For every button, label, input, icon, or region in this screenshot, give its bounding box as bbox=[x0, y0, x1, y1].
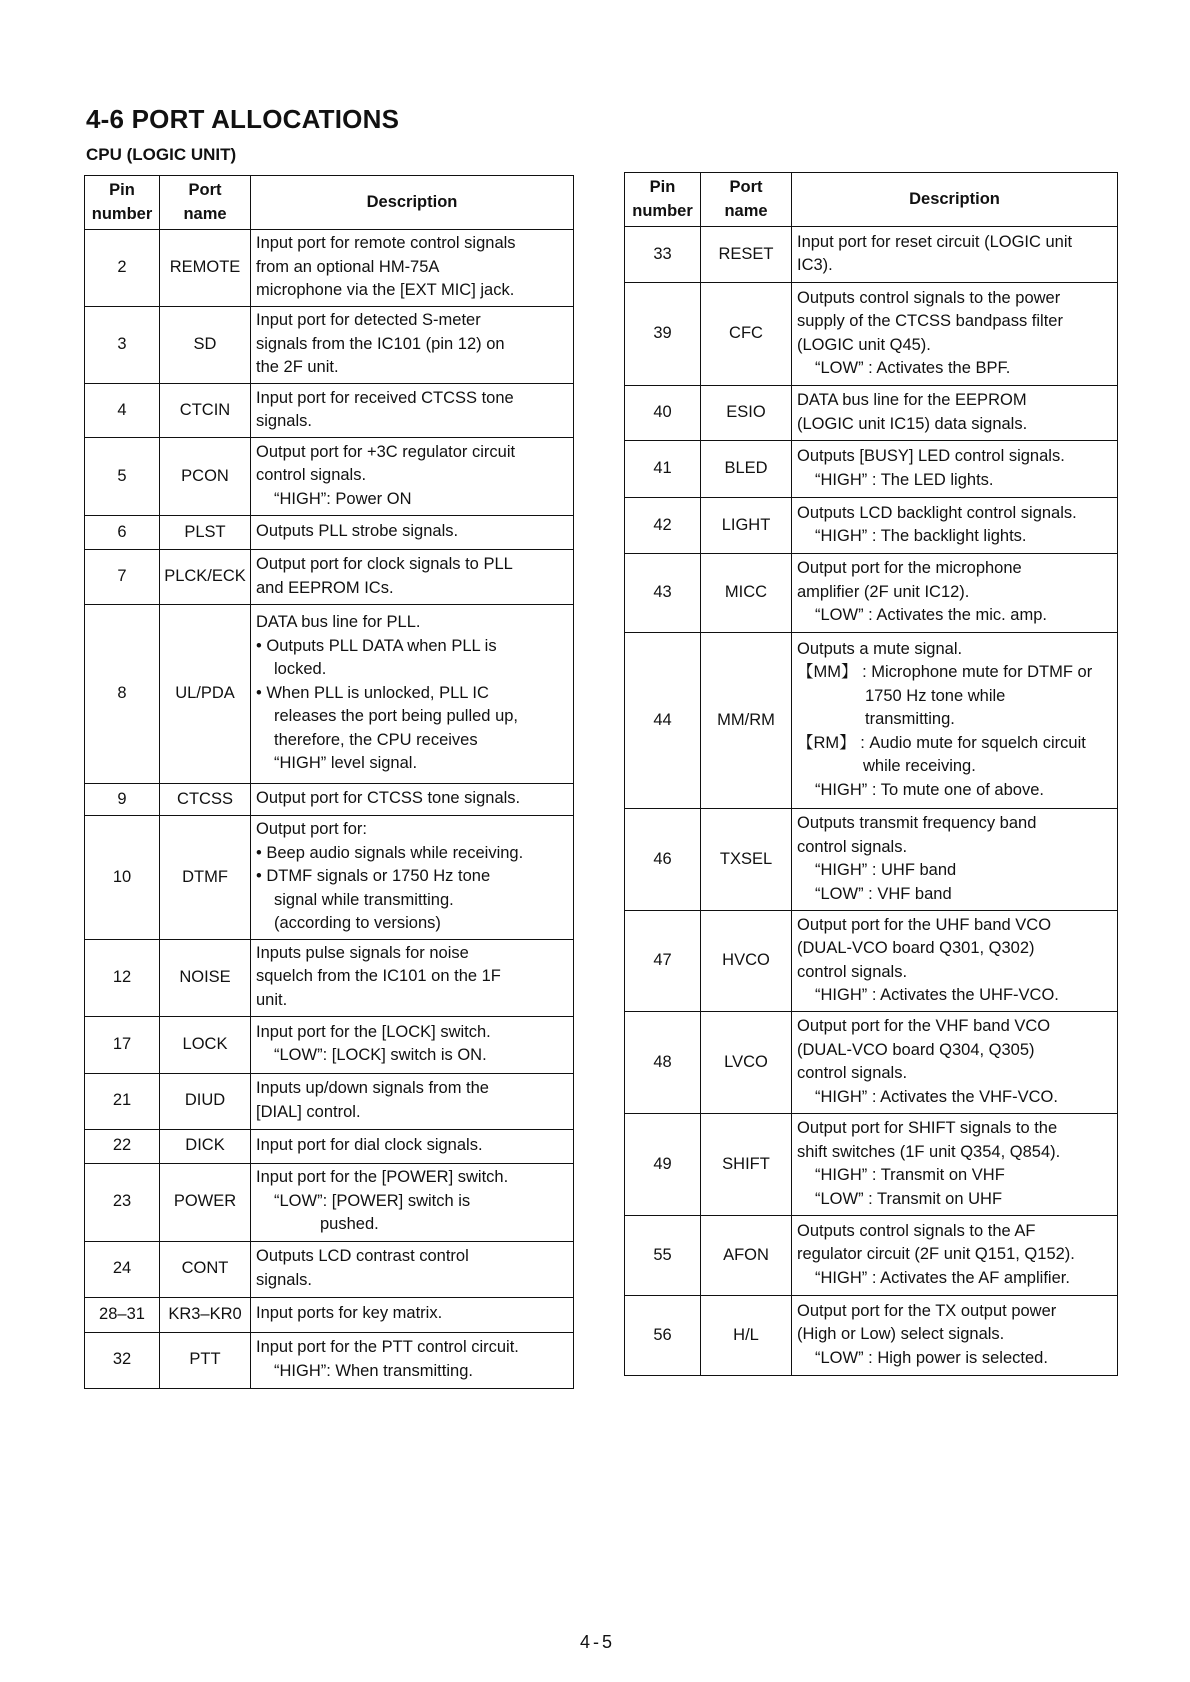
port-name: UL/PDA bbox=[160, 605, 251, 784]
port-name: DICK bbox=[160, 1129, 251, 1163]
pin-number: 3 bbox=[85, 307, 160, 384]
pin-number: 42 bbox=[625, 498, 701, 554]
table-row bbox=[625, 1296, 1118, 1376]
table-row bbox=[85, 1241, 574, 1297]
section-subtitle: CPU (LOGIC UNIT) bbox=[86, 145, 237, 164]
pin-number: 43 bbox=[625, 554, 701, 633]
table-row bbox=[625, 554, 1118, 633]
table-row bbox=[85, 1073, 574, 1129]
port-description: Input port for detected S-meter signals from the IC101 (pin 12) on the 2F unit. bbox=[251, 307, 574, 384]
port-description: Output port for SHIFT signals to the shift switches (1F unit Q354, Q854). “HIGH” : Transmit on VHF “LOW” : Transmit on UHF bbox=[792, 1114, 1118, 1216]
port-description: Output port for +3C regulator circuit control signals. “HIGH”: Power ON bbox=[251, 438, 574, 516]
port-name: CTCSS bbox=[160, 784, 251, 816]
port-description: Output port for CTCSS tone signals. bbox=[251, 784, 574, 816]
port-name: CTCIN bbox=[160, 384, 251, 438]
pin-number: 12 bbox=[85, 939, 160, 1016]
pin-number: 55 bbox=[625, 1216, 701, 1296]
port-description: Input port for received CTCSS tone signals. bbox=[251, 384, 574, 438]
header-description: Description bbox=[792, 173, 1118, 227]
header-port-name: Port name bbox=[160, 176, 251, 230]
pin-number: 41 bbox=[625, 441, 701, 498]
table-row bbox=[85, 1129, 574, 1163]
table-row bbox=[85, 784, 574, 816]
port-name: DTMF bbox=[160, 816, 251, 940]
table-row bbox=[625, 283, 1118, 386]
pin-number: 56 bbox=[625, 1296, 701, 1376]
pin-number: 46 bbox=[625, 809, 701, 911]
port-description: Output port for the UHF band VCO (DUAL-VCO board Q301, Q302) control signals. “HIGH” : Activates the UHF-VCO. bbox=[792, 911, 1118, 1012]
table-row bbox=[625, 911, 1118, 1012]
port-name: RESET bbox=[701, 227, 792, 283]
table-row bbox=[85, 307, 574, 384]
pin-number: 44 bbox=[625, 633, 701, 809]
port-name: SD bbox=[160, 307, 251, 384]
port-description: Outputs LCD contrast control signals. bbox=[251, 1241, 574, 1297]
pin-number: 32 bbox=[85, 1332, 160, 1388]
header-port-name: Port name bbox=[701, 173, 792, 227]
port-name: PLCK/ECK bbox=[160, 550, 251, 605]
port-description: DATA bus line for the EEPROM (LOGIC unit IC15) data signals. bbox=[792, 386, 1118, 441]
page-number: 4-5 bbox=[580, 1632, 616, 1652]
port-name: PTT bbox=[160, 1332, 251, 1388]
port-name: MM/RM bbox=[701, 633, 792, 809]
port-name: KR3–KR0 bbox=[160, 1297, 251, 1332]
table-row bbox=[85, 1016, 574, 1073]
port-name: REMOTE bbox=[160, 230, 251, 307]
table-row bbox=[85, 550, 574, 605]
pin-number: 40 bbox=[625, 386, 701, 441]
table-row bbox=[625, 1114, 1118, 1216]
port-name: LIGHT bbox=[701, 498, 792, 554]
table-row bbox=[85, 605, 574, 784]
port-description: Input port for the PTT control circuit. “HIGH”: When transmitting. bbox=[251, 1332, 574, 1388]
table-row bbox=[85, 516, 574, 550]
port-name: BLED bbox=[701, 441, 792, 498]
pin-number: 9 bbox=[85, 784, 160, 816]
pin-number: 28–31 bbox=[85, 1297, 160, 1332]
table-row bbox=[625, 1012, 1118, 1114]
pin-number: 23 bbox=[85, 1163, 160, 1241]
table-row bbox=[85, 1332, 574, 1388]
port-description: Outputs [BUSY] LED control signals. “HIGH” : The LED lights. bbox=[792, 441, 1118, 498]
port-name: DIUD bbox=[160, 1073, 251, 1129]
port-name: CONT bbox=[160, 1241, 251, 1297]
port-description: Output port for the TX output power (High or Low) select signals. “LOW” : High power is selected. bbox=[792, 1296, 1118, 1376]
pin-number: 33 bbox=[625, 227, 701, 283]
header-pin-number: Pin number bbox=[625, 173, 701, 227]
port-description: Input port for dial clock signals. bbox=[251, 1129, 574, 1163]
pin-number: 17 bbox=[85, 1016, 160, 1073]
table-row bbox=[625, 633, 1118, 809]
table-header-row bbox=[85, 176, 574, 230]
port-table-left bbox=[84, 175, 574, 1389]
pin-number: 10 bbox=[85, 816, 160, 940]
section-title: 4-6 PORT ALLOCATIONS bbox=[86, 104, 400, 134]
port-name: PCON bbox=[160, 438, 251, 516]
port-description: Output port for the VHF band VCO (DUAL-VCO board Q304, Q305) control signals. “HIGH” : Activates the VHF-VCO. bbox=[792, 1012, 1118, 1114]
pin-number: 2 bbox=[85, 230, 160, 307]
table-header-row bbox=[625, 173, 1118, 227]
port-name: AFON bbox=[701, 1216, 792, 1296]
port-name: NOISE bbox=[160, 939, 251, 1016]
port-name: CFC bbox=[701, 283, 792, 386]
table-row bbox=[625, 809, 1118, 911]
port-description: Output port for the microphone amplifier (2F unit IC12). “LOW” : Activates the mic. amp. bbox=[792, 554, 1118, 633]
pin-number: 7 bbox=[85, 550, 160, 605]
port-name: SHIFT bbox=[701, 1114, 792, 1216]
port-name: H/L bbox=[701, 1296, 792, 1376]
pin-number: 21 bbox=[85, 1073, 160, 1129]
port-description: Outputs LCD backlight control signals. “HIGH” : The backlight lights. bbox=[792, 498, 1118, 554]
table-row bbox=[85, 384, 574, 438]
pin-number: 8 bbox=[85, 605, 160, 784]
table-row bbox=[625, 1216, 1118, 1296]
table-row bbox=[625, 227, 1118, 283]
port-name: LOCK bbox=[160, 1016, 251, 1073]
port-description: Inputs up/down signals from the [DIAL] control. bbox=[251, 1073, 574, 1129]
pin-number: 22 bbox=[85, 1129, 160, 1163]
port-description: DATA bus line for PLL. • Outputs PLL DATA when PLL is locked. • When PLL is unlocked, PLL IC releases the port being pulled up, therefore, the CPU receives “HIGH” level signal. bbox=[251, 605, 574, 784]
header-description: Description bbox=[251, 176, 574, 230]
port-description: Input port for reset circuit (LOGIC unit IC3). bbox=[792, 227, 1118, 283]
table-row bbox=[85, 1163, 574, 1241]
port-name: HVCO bbox=[701, 911, 792, 1012]
port-name: TXSEL bbox=[701, 809, 792, 911]
table-row bbox=[625, 441, 1118, 498]
port-description: Input port for the [POWER] switch. “LOW”: [POWER] switch is pushed. bbox=[251, 1163, 574, 1241]
pin-number: 49 bbox=[625, 1114, 701, 1216]
table-row bbox=[625, 386, 1118, 441]
pin-number: 48 bbox=[625, 1012, 701, 1114]
port-name: ESIO bbox=[701, 386, 792, 441]
pin-number: 6 bbox=[85, 516, 160, 550]
port-description: Output port for: • Beep audio signals while receiving. • DTMF signals or 1750 Hz tone signal while transmitting. (according to versions) bbox=[251, 816, 574, 940]
port-table-right bbox=[624, 172, 1118, 1376]
pin-number: 24 bbox=[85, 1241, 160, 1297]
port-description: Input port for the [LOCK] switch. “LOW”: [LOCK] switch is ON. bbox=[251, 1016, 574, 1073]
port-name: LVCO bbox=[701, 1012, 792, 1114]
port-name: MICC bbox=[701, 554, 792, 633]
port-description: Outputs a mute signal. 【MM】 : Microphone mute for DTMF or 1750 Hz tone while transmitting. 【RM】 : Audio mute for squelch circuit while receiving. “HIGH” : To mute one of above. bbox=[792, 633, 1118, 809]
port-description: Outputs control signals to the AF regulator circuit (2F unit Q151, Q152). “HIGH” : Activates the AF amplifier. bbox=[792, 1216, 1118, 1296]
table-row bbox=[85, 939, 574, 1016]
table-row bbox=[85, 816, 574, 940]
table-row bbox=[85, 1297, 574, 1332]
port-description: Output port for clock signals to PLL and EEPROM ICs. bbox=[251, 550, 574, 605]
port-name: POWER bbox=[160, 1163, 251, 1241]
port-description: Outputs PLL strobe signals. bbox=[251, 516, 574, 550]
pin-number: 5 bbox=[85, 438, 160, 516]
port-description: Input port for remote control signals from an optional HM-75A microphone via the [EXT MIC] jack. bbox=[251, 230, 574, 307]
port-description: Input ports for key matrix. bbox=[251, 1297, 574, 1332]
port-name: PLST bbox=[160, 516, 251, 550]
table-row bbox=[85, 230, 574, 307]
pin-number: 4 bbox=[85, 384, 160, 438]
table-row bbox=[85, 438, 574, 516]
pin-number: 47 bbox=[625, 911, 701, 1012]
port-description: Outputs control signals to the power supply of the CTCSS bandpass filter (LOGIC unit Q45). “LOW” : Activates the BPF. bbox=[792, 283, 1118, 386]
header-pin-number: Pin number bbox=[85, 176, 160, 230]
pin-number: 39 bbox=[625, 283, 701, 386]
port-description: Outputs transmit frequency band control signals. “HIGH” : UHF band “LOW” : VHF band bbox=[792, 809, 1118, 911]
table-row bbox=[625, 498, 1118, 554]
port-description: Inputs pulse signals for noise squelch from the IC101 on the 1F unit. bbox=[251, 939, 574, 1016]
